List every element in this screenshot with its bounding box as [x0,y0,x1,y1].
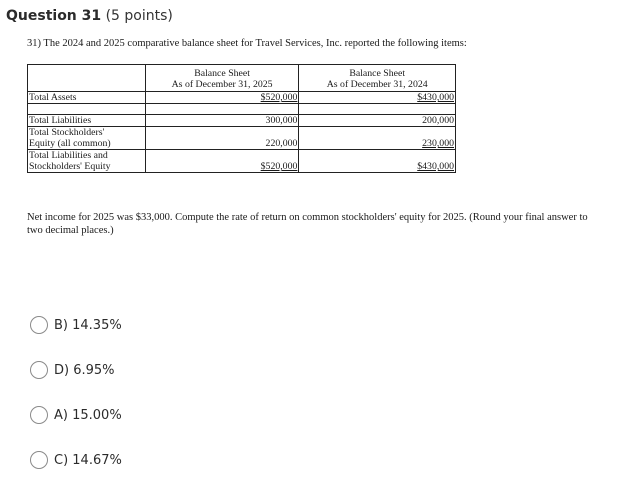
table-row-total-liab-equity [28,150,456,173]
radio-icon[interactable] [30,406,48,424]
total-liab-equity-2024-value: $430,000 [417,161,454,172]
stockholders-equity-label-line1: Total Stockholders' [29,127,105,138]
question-points: (5 points) [105,8,173,24]
table-spacer-row [28,104,456,115]
table-row-stockholders-equity [28,127,456,150]
table-header-row [28,65,456,92]
radio-icon[interactable] [30,316,48,334]
table-row-total-assets [28,92,456,104]
balance-sheet-table [27,64,456,173]
option-a[interactable] [30,405,122,425]
total-assets-2025-value: $520,000 [260,92,298,103]
table-row-total-liabilities [28,115,456,127]
total-liab-equity-2025 [145,150,299,173]
option-c[interactable] [30,450,122,470]
option-a-label: A) 15.00% [54,407,122,423]
header-2024-line2: As of December 31, 2024 [326,79,428,90]
header-2024-line1: Balance Sheet [349,68,406,79]
stockholders-equity-label-line2: Equity (all common) [29,138,111,149]
question-prompt: 31) The 2024 and 2025 comparative balance sheet for Travel Services, Inc. reported the following items: [27,38,467,49]
total-assets-label: Total Assets [28,92,146,104]
total-liab-equity-label [28,150,146,173]
total-liabilities-label: Total Liabilities [28,115,146,127]
question-note: Net income for 2025 was $33,000. Compute the rate of return on common stockholders' equity for 2025. (Round your final answer to two decimal places.) [27,212,588,236]
header-2025-line1: Balance Sheet [194,68,250,79]
stockholders-equity-2024-value: 230,000 [422,138,454,149]
total-assets-2024-value: $430,000 [417,92,454,103]
total-assets-2024 [299,92,456,104]
stockholders-equity-2024 [299,127,456,150]
total-liab-equity-label-line1: Total Liabilities and [29,150,108,161]
radio-icon[interactable] [30,451,48,469]
option-b-label: B) 14.35% [54,317,122,333]
total-liab-equity-2025-value: $520,000 [260,161,298,172]
total-assets-2025 [145,92,299,104]
total-liabilities-2025: 300,000 [145,115,299,127]
option-d-label: D) 6.95% [54,362,115,378]
option-b[interactable] [30,315,122,335]
header-2025-line2: As of December 31, 2025 [171,79,273,90]
stockholders-equity-2025: 220,000 [145,127,299,150]
total-liab-equity-label-line2: Stockholders' Equity [29,161,111,172]
total-liab-equity-2024 [299,150,456,173]
question-header [6,8,173,24]
option-c-label: C) 14.67% [54,452,122,468]
stockholders-equity-label [28,127,146,150]
radio-icon[interactable] [30,361,48,379]
option-d[interactable] [30,360,115,380]
total-liabilities-2024: 200,000 [299,115,456,127]
header-2025 [145,65,299,92]
question-title: Question 31 [6,8,102,24]
header-2024 [299,65,456,92]
header-blank-cell [28,65,146,92]
